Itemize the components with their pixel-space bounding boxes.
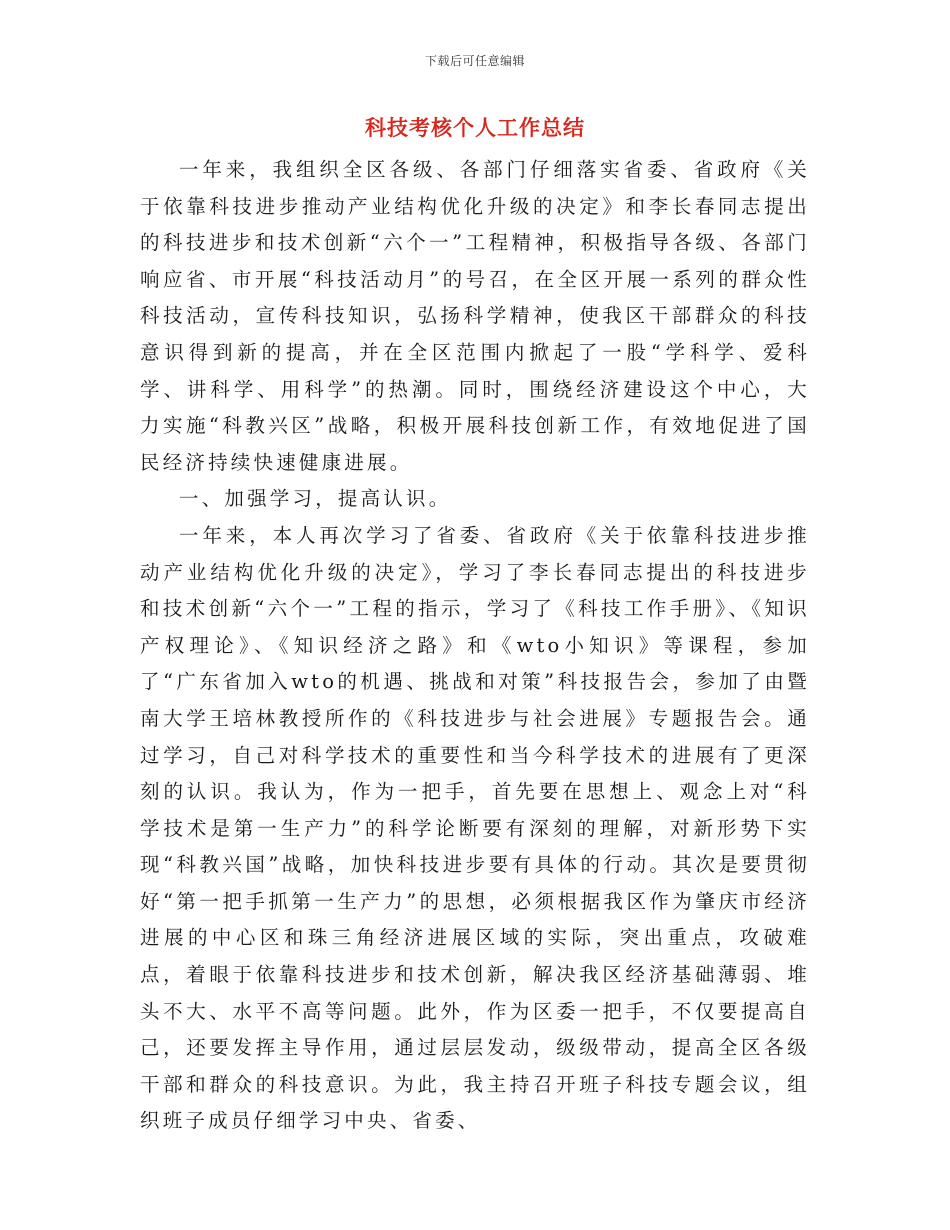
- document-body: [140, 152, 810, 1140]
- paragraph-intro: 一年来，我组织全区各级、各部门仔细落实省委、省政府《关于依靠科技进步推动产业结构优化升级的决定》和李长春同志提出的科技进步和技术创新“六个一”工程精神，积极指导各级、各部门响应省、市开展“科技活动月”的号召，在全区开展一系列的群众性科技活动，宣传科技知识，弘扬科学精神，使我区干部群众的科技意识得到新的提高，并在全区范围内掀起了一股“学科学、爱科学、讲科学、用科学”的热潮。同时，围绕经济建设这个中心，大力实施“科教兴区”战略，积极开展科技创新工作，有效地促进了国民经济持续快速健康进展。: [140, 158, 810, 474]
- section-heading-1: 一、加强学习，提高认识。: [179, 487, 452, 511]
- header-note: 下载后可任意编辑: [424, 54, 525, 68]
- document-title: 科技考核个人工作总结: [365, 115, 585, 140]
- paragraph-section-1: 一年来，本人再次学习了省委、省政府《关于依靠科技进步推动产业结构优化升级的决定》，学习了李长春同志提出的科技进步和技术创新“六个一”工程的指示，学习了《科技工作手册》、《知识产权理论》、《知识经济之路》和《wto小知识》等课程，参加了“广东省加入wto的机遇、挑战和对策”科技报告会，参加了由暨南大学王培林教授所作的《科技进步与社会进展》专题报告会。通过学习，自己对科学技术的重要性和当今科学技术的进展有了更深刻的认识。我认为，作为一把手，首先要在思想上、观念上对“科学技术是第一生产力”的科学论断要有深刻的理解，对新形势下实现“科教兴国”战略，加快科技进步要有具体的行动。其次是要贯彻好“第一把手抓第一生产力”的思想，必须根据我区作为肇庆市经济进展的中心区和珠三角经济进展区域的实际，突出重点，攻破难点，着眼于依靠科技进步和技术创新，解决我区经济基础薄弱、堆头不大、水平不高等问题。此外，作为区委一把手，不仅要提高自己，还要发挥主导作用，通过层层发动，级级带动，提高全区各级干部和群众的科技意识。为此，我主持召开班子科技专题会议，组织班子成员仔细学习中央、省委、: [140, 523, 810, 1133]
